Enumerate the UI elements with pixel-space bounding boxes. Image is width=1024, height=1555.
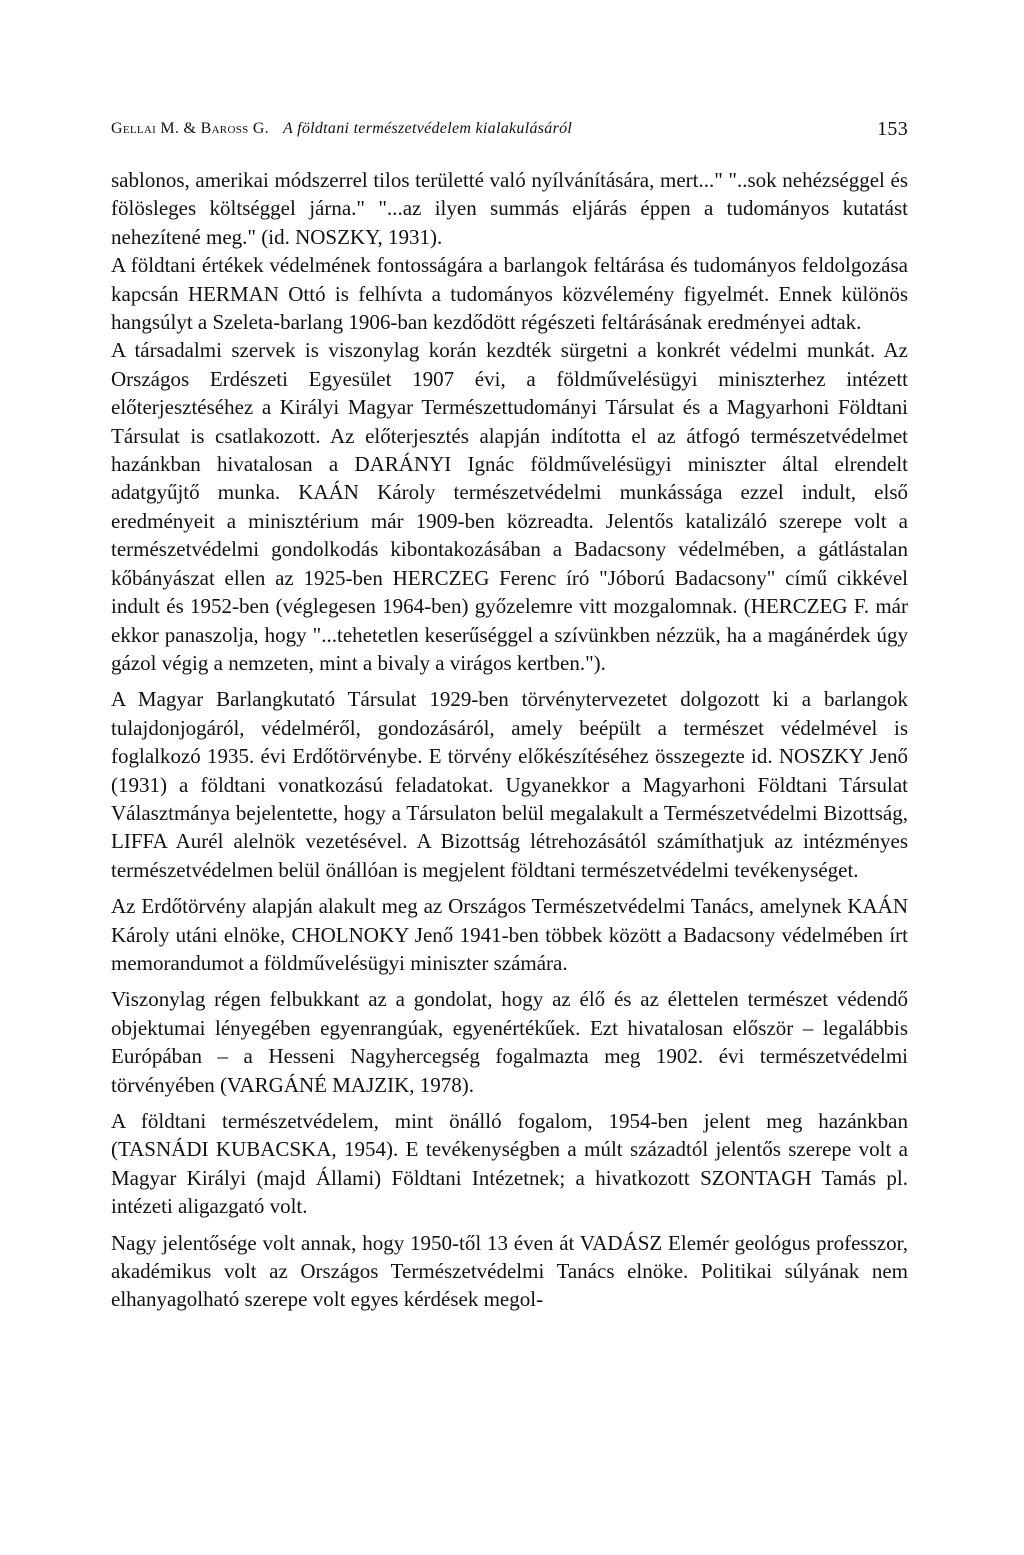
paragraph-5: Az Erdőtörvény alapján alakult meg az Országos Természetvédelmi Tanács, amelynek KAÁN Károly utáni elnöke, CHOLNOKY Jenő 1941-ben többek között a Badacsony védelmében írt memorandumot a földművelésügyi miniszter számára. (111, 894, 908, 975)
paragraph-4: A Magyar Barlangkutató Társulat 1929-ben törvénytervezetet dolgozott ki a barlangok tulajdonjogáról, védelméről, gondozásáról, amely beépült a természet védelmével is foglalkozó 1935. évi Erdőtörvénybe. E törvény előkészítéséhez összegezte id. NOSZKY Jenő (1931) a földtani vonatkozású feladatokat. Ugyanekkor a Magyarhoni Földtani Társulat Választmánya bejelentette, hogy a Társulaton belül megalakult a Természetvédelmi Bizottság, LIFFA Aurél alelnök vezetésével. A Bizottság létrehozásától számíthatjuk az intézményes természetvédelmen belül önállóan is megjelent földtani természetvédelmi tevékenységet. (111, 687, 908, 882)
header-title: A földtani természetvédelem kialakulásáról (283, 120, 573, 137)
paragraph-2: A földtani értékek védelmének fontosságára a barlangok feltárása és tudományos feldolgozása kapcsán HERMAN Ottó is felhívta a tudományos közvélemény figyelmét. Ennek különös hangsúlyt a Szeleta-barlang 1906-ban kezdődött régészeti feltárásának eredményei adtak. (111, 253, 908, 335)
paragraph-7: A földtani természetvédelem, mint önálló fogalom, 1954-ben jelent meg hazánkban (TASNÁDI KUBACSKA, 1954). E tevékenységben a múlt századtól jelentős szerepe volt a Magyar Királyi (majd Állami) Földtani Intézetnek; a hivatkozott SZONTAGH Tamás pl. intézeti aligazgató volt. (111, 1109, 908, 1219)
header-authors: Gellai M. & Baross G. (111, 120, 269, 137)
page-number: 153 (877, 118, 908, 140)
document-page (111, 112, 908, 1322)
paragraph-1: sablonos, amerikai módszerrel tilos területté való nyílvánítására, mert..." "..sok nehézséggel és fölösleges költséggel járna." "...az ilyen summás eljárás éppen a tudományos kutatást nehezítené meg." (id. NOSZKY, 1931). (111, 168, 908, 249)
running-header (111, 112, 908, 152)
paragraph-3: A társadalmi szervek is viszonylag korán kezdték sürgetni a konkrét védelmi munkát. Az Országos Erdészeti Egyesület 1907 évi, a földművelésügyi miniszterhez intézett előterjesztéséhez a Királyi Magyar Természettudományi Társulat és a Magyarhoni Földtani Társulat is csatlakozott. Az előterjesztés alapján indította el az átfogó természetvédelmet hazánkban hivatalosan a DARÁNYI Ignác földművelésügyi miniszter által elrendelt adatgyűjtő munka. KAÁN Károly természetvédelmi munkássága ezzel indult, első eredményeit a minisztérium már 1909-ben közreadta. Jelentős katalizáló szerepe volt a természetvédelmi gondolkodás kibontakozásában a Badacsony védelmében, a gátlástalan kőbányászat ellen az 1925-ben HERCZEG Ferenc író "Jóború Badacsony" című cikkével indult és 1952-ben (véglegesen 1964-ben) győzelemre vitt mozgalomnak. (HERCZEG F. már ekkor panaszolja, hogy "...tehetetlen keserűséggel a szívünkben nézzük, ha a magánérdek úgy gázol végig a nemzeten, mint a bivaly a virágos kertben."). (111, 338, 908, 675)
paragraph-6: Viszonylag régen felbukkant az a gondolat, hogy az élő és az élettelen természet védendő objektumai lényegében egyenrangúak, egyenértékűek. Ezt hivatalosan először – legalábbis Európában – a Hesseni Nagyhercegség fogalmazta meg 1902. évi természetvédelmi törvényében (VARGÁNÉ MAJZIK, 1978). (111, 987, 908, 1097)
body-text (111, 166, 908, 1314)
paragraph-8: Nagy jelentősége volt annak, hogy 1950-től 13 éven át VADÁSZ Elemér geológus professzor, akadémikus volt az Országos Természetvédelmi Tanács elnöke. Politikai súlyának nem elhanyagolható szerepe volt egyes kérdések megol- (111, 1230, 908, 1312)
